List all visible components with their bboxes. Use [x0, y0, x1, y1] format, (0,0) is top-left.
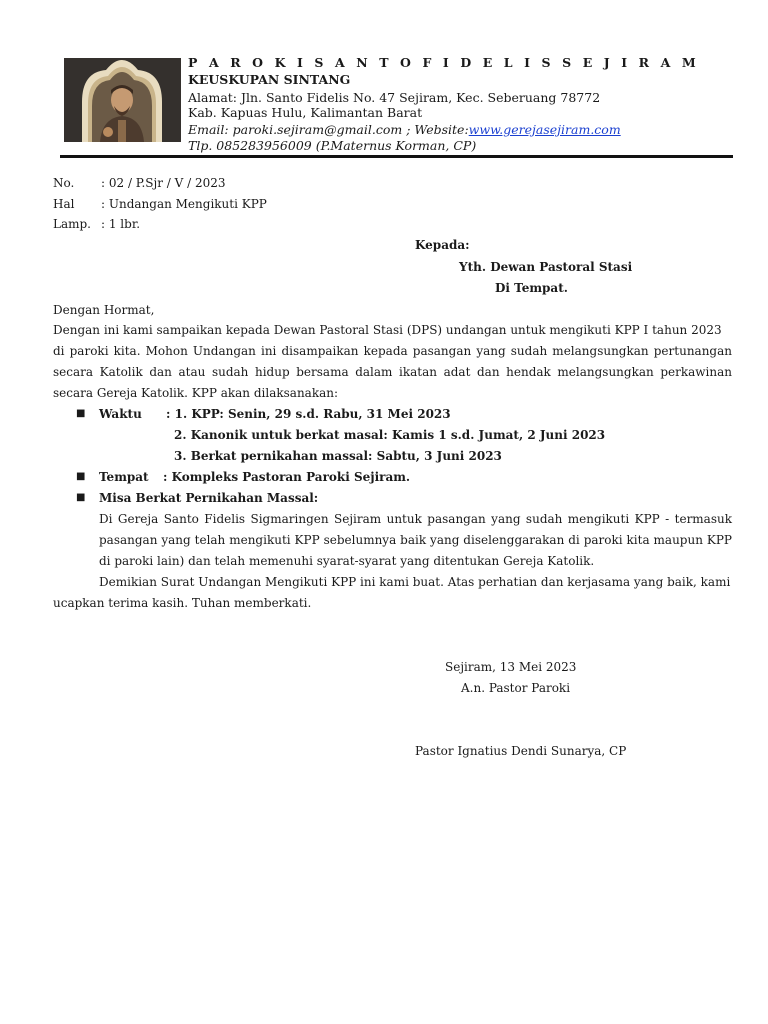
waktu-label: Waktu — [99, 407, 142, 421]
intro-paragraph: di paroki kita. Mohon Undangan ini disampaikan kepada pasangan yang sudah melangsungkan pertunangan secara Katolik dan atau sudah hidup bersama dalam ikatan adat dan hendak melangsungkan perkawinan secara Gereja Katolik. KPP akan dilaksanakan: — [53, 344, 732, 400]
no-label: No. — [53, 176, 75, 190]
website-link[interactable]: www.gerejasejiram.com — [468, 122, 621, 137]
parish-logo-image — [64, 58, 181, 142]
tempat-value: : Kompleks Pastoran Paroki Sejiram. — [163, 470, 411, 484]
hal-value: : Undangan Mengikuti KPP — [101, 197, 267, 211]
lamp-label: Lamp. — [53, 217, 91, 231]
email-text: Email: paroki.sejiram@gmail.com ; Website: — [188, 122, 469, 137]
recipient-yth: Yth. Dewan Pastoral Stasi — [459, 260, 633, 274]
address-line-2: Kab. Kapuas Hulu, Kalimantan Barat — [188, 105, 423, 120]
recipient-tempat: Di Tempat. — [495, 281, 568, 295]
lamp-value: : 1 lbr. — [101, 217, 141, 231]
signature-place-date: Sejiram, 13 Mei 2023 — [445, 660, 577, 674]
signature-name: Pastor Ignatius Dendi Sunarya, CP — [415, 744, 627, 758]
intro-line-1: Dengan ini kami sampaikan kepada Dewan Pastoral Stasi (DPS) undangan untuk mengikuti KPP I tahun 2023 — [53, 323, 722, 337]
waktu-item-3: 3. Berkat pernikahan massal: Sabtu, 3 Juni 2023 — [174, 449, 502, 463]
recipient-kepada: Kepada: — [415, 238, 470, 252]
greeting: Dengan Hormat, — [53, 303, 155, 317]
misa-label: Misa Berkat Pernikahan Massal: — [99, 491, 319, 505]
closing-line-1: Demikian Surat Undangan Mengikuti KPP ini kami buat. Atas perhatian dan kerjasama yang baik, kami — [99, 575, 731, 589]
misa-paragraph: Di Gereja Santo Fidelis Sigmaringen Sejiram untuk pasangan yang sudah mengikuti KPP - termasuk pasangan yang telah mengikuti KPP sebelumnya baik yang diselenggarakan di paroki kita maupun KPP di paroki lain) dan telah memenuhi syarat-syarat yang ditentukan Gereja Katolik. — [99, 512, 732, 568]
hal-label: Hal — [53, 197, 75, 211]
tempat-label: Tempat — [99, 470, 149, 484]
address-line-1: Alamat: Jln. Santo Fidelis No. 47 Sejiram, Kec. Seberuang 78772 — [188, 90, 601, 105]
phone-line: Tlp. 085283956009 (P.Maternus Korman, CP) — [188, 138, 477, 153]
saint-portrait-icon — [64, 58, 181, 142]
letterhead-divider — [60, 155, 733, 158]
bullet-icon: ■ — [76, 408, 86, 419]
parish-name: P A R O K I S A N T O F I D E L I S S E J I R A M — [188, 55, 700, 70]
no-value: : 02 / P.Sjr / V / 2023 — [101, 176, 226, 190]
waktu-item-1: : 1. KPP: Senin, 29 s.d. Rabu, 31 Mei 2023 — [166, 407, 451, 421]
closing-line-2: ucapkan terima kasih. Tuhan memberkati. — [53, 596, 312, 610]
signature-on-behalf: A.n. Pastor Paroki — [461, 681, 571, 695]
diocese-name: KEUSKUPAN SINTANG — [188, 72, 351, 87]
bullet-icon: ■ — [76, 492, 86, 503]
waktu-item-2: 2. Kanonik untuk berkat masal: Kamis 1 s.d. Jumat, 2 Juni 2023 — [174, 428, 606, 442]
bullet-icon: ■ — [76, 471, 86, 482]
